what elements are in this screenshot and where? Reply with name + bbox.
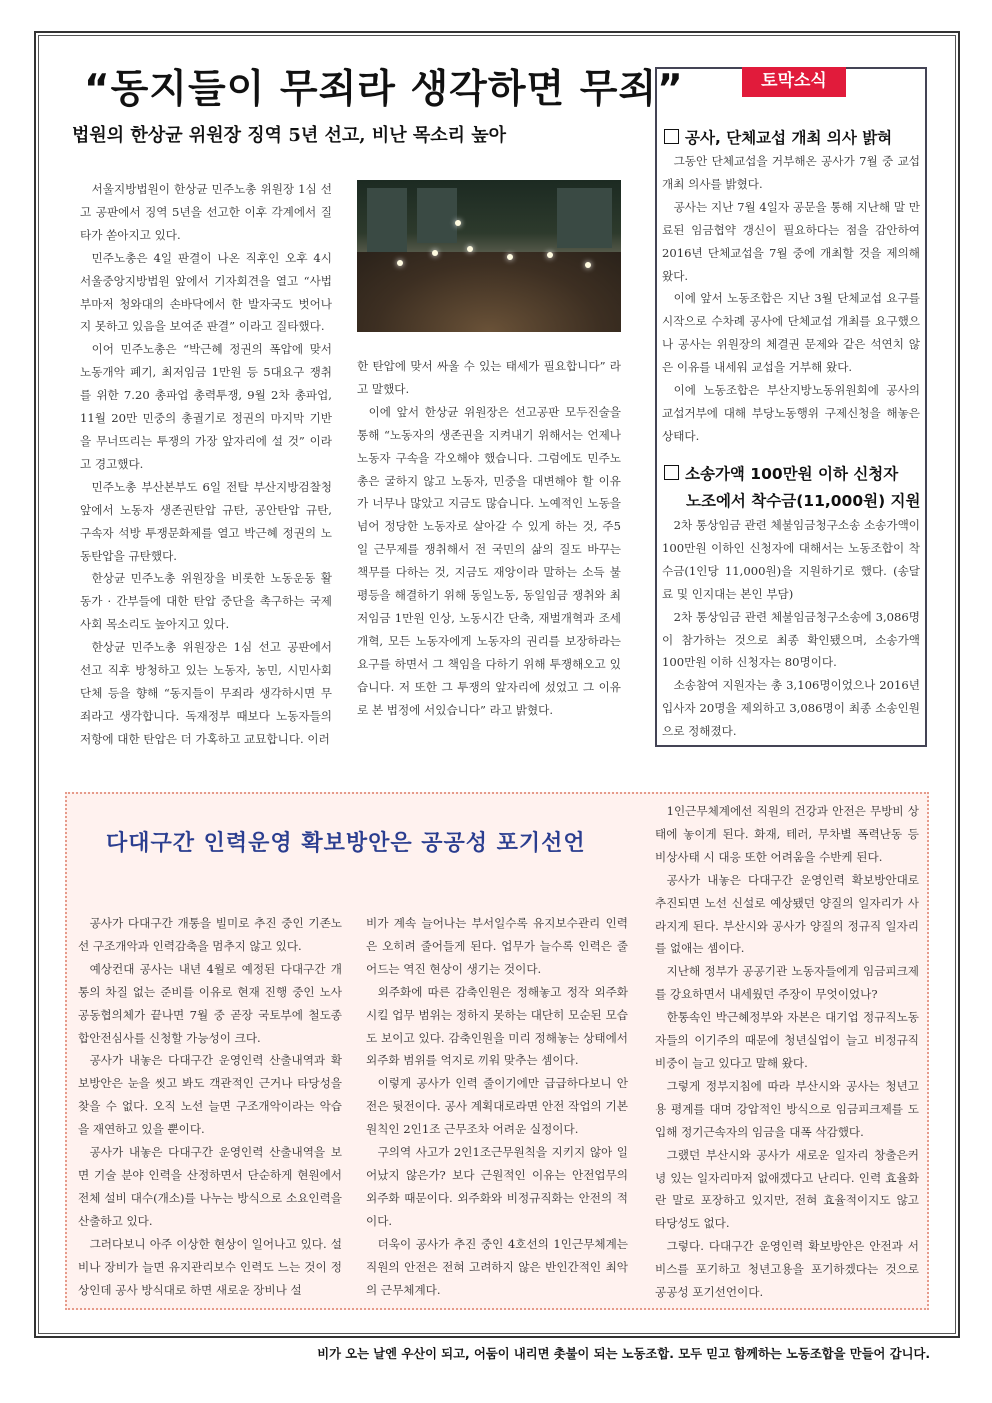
phone-light: [467, 246, 473, 252]
paragraph: 민주노총은 4일 판결이 나온 직후인 오후 4시 서울중앙지방법원 앞에서 기자회견을 열고 “사법부마저 청와대의 손바닥에서 한 발자국도 벗어나지 못하고 있음을 보여준 판결” 이라고 질타했다.: [80, 250, 332, 334]
paragraph: 공사는 지난 7월 4일자 공문을 통해 지난해 말 만료된 임금협약 갱신이 필요하다는 점을 감안하여 2016년 단체교섭을 7월 중에 개최할 것을 제의해 왔다.: [662, 199, 920, 283]
news-item2-title-text: 소송가액 100만원 이하 신청자: [685, 465, 899, 483]
paragraph: 이에 앞서 노동조합은 지난 3월 단체교섭 요구를 시작으로 수차례 공사에 단체교섭 개최를 요구했으나 공사는 위원장의 체결권 문제와 같은 석연치 않은 이유를 내세워 교섭을 거부해 왔다.: [662, 291, 920, 375]
paragraph: 한상균 민주노총 위원장을 비롯한 노동운동 활동가 · 간부들에 대한 탄압 중단을 촉구하는 국제사회 목소리도 높아지고 있다.: [80, 571, 332, 632]
editorial-column-a: [78, 912, 342, 1301]
paragraph: 한상균 민주노총 위원장은 1심 선고 공판에서 선고 직후 방청하고 있는 노동자, 농민, 시민사회단체 등을 향해 “동지들이 무죄라 생각하시면 무죄라고 생각합니다. 독재정부 때보다 노동자들의 저항에 대한 탄압은 더 가혹하고 교묘합니다. 이러: [80, 640, 332, 746]
paragraph: 서울지방법원이 한상균 민주노총 위원장 1심 선고 공판에서 징역 5년을 선고한 이후 각계에서 질타가 쏟아지고 있다.: [80, 182, 332, 242]
paragraph: 그렇게 정부지침에 따라 부산시와 공사는 청년고용 평계를 대며 강압적인 방식으로 임금피크제를 도입해 정기근속자의 임금을 대폭 삭감했다.: [655, 1078, 919, 1139]
paragraph: 이에 앞서 한상균 위원장은 선고공판 모두진술을 통해 “노동자의 생존권을 지켜내기 위해서는 언제나 노동자 구속을 각오해야 했습니다. 그럼에도 민주노총은 굴하지 않고 노동자, 민중을 대변해야 할 이유가 너무나 많았고 지금도 많습니다. 노예적인 노동을 넘어 정당한 노동자로 살아갈 수 있게 하는 것, 주5일 근무제를 쟁취해서 전 국민의 삶의 질도 바꾸는 책무를 다하는 것, 지금도 재앙이라 말하는 소득 불평등을 해결하기 위해 동일노동, 동일임금 쟁취와 최저임금 1만원 인상, 노동시간 단축, 재벌개혁과 조세개혁, 모든 노동자에게 노동자의 권리를 보장하라는 요구를 하면서 그 책임을 다하기 위해 투쟁해오고 있습니다. 저 또한 그 투쟁의 앞자리에 섰었고 그 이유로 본 법정에 서있습니다” 라고 밝혔다.: [357, 404, 621, 717]
paragraph: 예상컨대 공사는 내년 4월로 예정된 다대구간 개통의 차질 없는 준비를 이유로 현재 진행 중인 노사공동협의체가 끝나면 7월 중 곧장 국토부에 철도종합안전심사를 신청할 가능성이 크다.: [78, 961, 342, 1045]
paragraph: 그러다보니 아주 이상한 현상이 일어나고 있다. 설비나 장비가 늘면 유지관리보수 인력도 느는 것이 정상인데 공사 방식대로 하면 새로운 장비나 설: [78, 1236, 342, 1297]
news-item1-title: [664, 126, 892, 148]
paragraph: 공사가 다대구간 개통을 빌미로 추진 중인 기존노선 구조개악과 인력감축을 멈추지 않고 있다.: [78, 916, 342, 953]
headline: “동지들이 무죄라 생각하면 무죄”: [84, 67, 684, 112]
news-item1-title-text: 공사, 단체교섭 개최 의사 밝혀: [685, 129, 893, 147]
news-tag: 토막소식: [742, 67, 846, 97]
paragraph: 이렇게 공사가 인력 줄이기에만 급급하다보니 안전은 뒷전이다. 공사 계획대로라면 안전 작업의 기본원칙인 2인1조 근무조차 어려운 실정이다.: [366, 1076, 628, 1137]
paragraph: 민주노총 부산본부도 6일 전탈 부산지방검찰청 앞에서 노동자 생존권탄압 규탄, 공안탄압 규탄, 구속자 석방 투쟁문화제를 열고 박근혜 정권의 노동탄압을 규탄했다.: [80, 479, 332, 563]
checkbox-square-icon: [664, 465, 679, 480]
paragraph: 더욱이 공사가 추진 중인 4호선의 1인근무체계는 직원의 안전은 전혀 고려하지 않은 반인간적인 최악의 근무체계다.: [366, 1236, 628, 1297]
paragraph: 그랬던 부산시와 공사가 새로운 일자리 창출은커녕 있는 일자리마저 없애겠다고 난리다. 인력 효율화란 말로 포장하고 있지만, 전혀 효율적이지도 않고 타당성도 없다.: [655, 1147, 919, 1231]
paragraph: 2차 통상임금 관련 체불임금청구소송에 3,086명이 참가하는 것으로 최종 확인됐으며, 소송가액 100만원 이하 신청자는 80명이다.: [662, 609, 920, 670]
article-column-1: [80, 178, 332, 751]
news-item2-body: [662, 514, 920, 743]
editorial-column-b: [366, 912, 628, 1301]
paragraph: 공사가 내놓은 다대구간 운영인력 산출내역을 보면 기술 분야 인력을 산정하면서 단순하게 현원에서 전체 설비 대수(개소)를 나누는 방식으로 소요인력을 산출하고 있다.: [78, 1145, 342, 1228]
editorial-column-c: [655, 800, 919, 1304]
phone-light: [507, 254, 513, 260]
paragraph: 1인근무체계에선 직원의 건강과 안전은 무방비 상태에 놓이게 된다. 화재, 테러, 무차별 폭력난동 등 비상사태 시 대응 또한 어려움을 수반케 된다.: [655, 804, 919, 864]
news-item2-title: [664, 462, 898, 484]
article-column-2: [357, 355, 621, 722]
paragraph: 소송참여 지원자는 총 3,106명이었으나 2016년 입사자 20명을 제외하고 3,086명이 최종 소송인원으로 정해졌다.: [662, 678, 920, 739]
rally-photo: [357, 180, 621, 332]
paragraph: 그동안 단체교섭을 거부해온 공사가 7월 중 교섭 개최 의사를 밝혔다.: [662, 154, 920, 191]
paragraph: 한통속인 박근혜정부와 자본은 대기업 정규직노동자들의 이기주의 때문에 청년실업이 늘고 비정규직 비중이 늘고 있다고 말해 왔다.: [655, 1010, 919, 1070]
building-shape: [417, 188, 457, 243]
paragraph: 한 탄압에 맞서 싸울 수 있는 태세가 필요합니다” 라고 말했다.: [357, 359, 621, 396]
phone-light: [397, 260, 403, 266]
paragraph: 외주화에 따른 감축인원은 정해놓고 정작 외주화시킬 업무 범위는 정하지 못하는 대단히 모순된 모습도 보이고 있다. 감축인원을 미리 정해놓는 상태에서 외주화 범위를 억지로 끼워 맞추는 셈이다.: [366, 984, 628, 1068]
paragraph: 공사가 내놓은 다대구간 운영인력 산출내역과 확보방안은 눈을 씻고 봐도 객관적인 근거나 타당성을 찾을 수 없다. 오직 노선 늘면 구조개악이라는 악습을 재연하고 있을 뿐이다.: [78, 1053, 342, 1137]
paragraph: 비가 계속 늘어나는 부서일수록 유지보수관리 인력은 오히려 줄어들게 된다. 업무가 늘수록 인력은 줄어드는 역진 현상이 생기는 것이다.: [366, 916, 628, 976]
paragraph: 그렇다. 다대구간 운영인력 확보방안은 안전과 서비스를 포기하고 청년고용을 포기하겠다는 것으로 공공성 포기선언이다.: [655, 1239, 919, 1300]
footer-slogan: 비가 오는 날엔 우산이 되고, 어둠이 내리면 촛불이 되는 노동조합. 모두 믿고 함께하는 노동조합을 만들어 갑니다.: [317, 1347, 930, 1361]
news-item1-body: [662, 150, 920, 448]
paragraph: 2차 통상임금 관련 체불임금청구소송 소송가액이 100만원 이하인 신청자에 대해서는 노동조합이 착수금(1인당 11,000원)을 지원하기로 했다. (송달료 및 인지대는 본인 부담): [662, 518, 920, 601]
building-shape: [557, 188, 612, 248]
phone-light: [455, 220, 461, 226]
building-shape: [367, 188, 407, 258]
paragraph: 이에 노동조합은 부산지방노동위원회에 공사의 교섭거부에 대해 부당노동행위 구제신청을 해놓은 상태다.: [662, 383, 920, 443]
phone-light: [585, 262, 591, 268]
editorial-title: 다대구간 인력운영 확보방안은 공공성 포기선언: [106, 830, 586, 856]
phone-light: [547, 252, 553, 258]
subhead: 법원의 한상균 위원장 징역 5년 선고, 비난 목소리 높아: [72, 125, 507, 146]
paragraph: 공사가 내놓은 다대구간 운영인력 확보방안대로 추진되면 노선 신설로 예상됐던 양질의 일자리가 사라지게 된다. 부산시와 공사가 양질의 정규직 일자리를 없애는 셈이다.: [655, 872, 919, 956]
paragraph: 구의역 사고가 2인1조근무원칙을 지키지 않아 일어났지 않은가? 보다 근원적인 이유는 안전업무의 외주화 때문이다. 외주화와 비정규직화는 안전의 적이다.: [366, 1145, 628, 1228]
phone-light: [432, 250, 438, 256]
checkbox-square-icon: [664, 129, 679, 144]
news-item2-title-line2: 노조에서 착수금(11,000원) 지원: [686, 492, 921, 510]
paragraph: 이어 민주노총은 “박근혜 정권의 폭압에 맞서 노동개악 폐기, 최저임금 1만원 등 5대요구 쟁취를 위한 7.20 총파업 총력투쟁, 9월 2차 총파업, 11월 20만 민중의 총궐기로 정권의 마지막 기반을 무너뜨리는 투쟁의 가장 앞자리에 설 것” 이라고 경고했다.: [80, 342, 332, 471]
paragraph: 지난해 정부가 공공기관 노동자들에게 임금피크제를 강요하면서 내세웠던 주장이 무엇이었나?: [655, 964, 919, 1002]
